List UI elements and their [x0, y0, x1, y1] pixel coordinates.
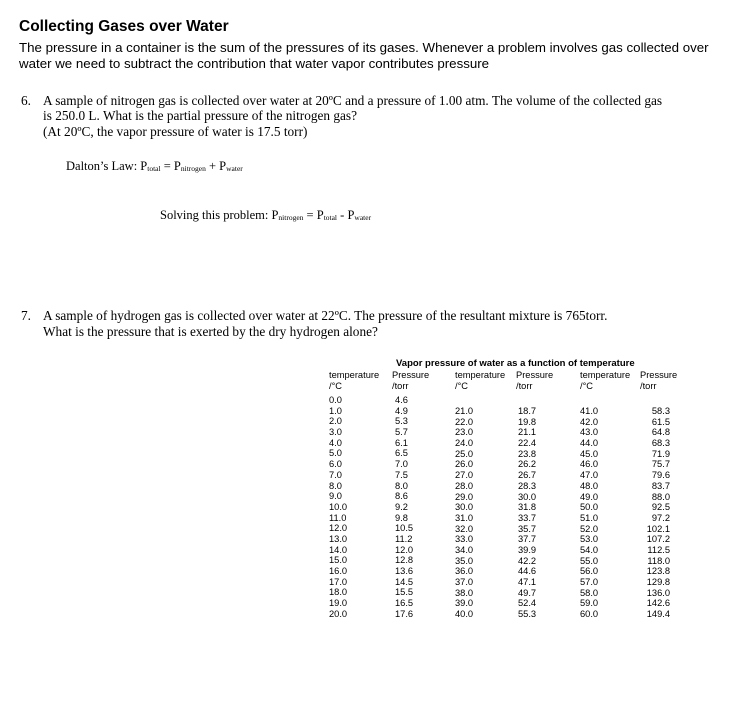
dalton-sub-nitrogen: nitrogen: [180, 164, 206, 173]
intro-paragraph: The pressure in a container is the sum of the pressures of its gases. Whenever a problem involves gas collected over water we need to subtract the contribution that water vapor contributes pressure: [19, 40, 709, 71]
solve-sub-water: water: [354, 213, 372, 222]
header-temperature-3: [580, 370, 630, 391]
temperature-cell: 27.0: [455, 470, 474, 481]
pressure-cell: 9.8: [395, 512, 408, 523]
temperature-cell: 57.0: [580, 577, 599, 587]
solve-equals: = P: [303, 208, 324, 222]
pressure-cell: 23.8: [518, 448, 537, 459]
table-caption: Vapor pressure of water as a function of temperature: [396, 358, 635, 369]
temperature-cell: 1.0: [329, 405, 342, 416]
pressure-cell: 7.5: [395, 469, 408, 480]
pressure-cell: 112.5: [647, 544, 670, 555]
temperature-cell: 13.0: [329, 533, 348, 544]
temperature-cell: 45.0: [580, 448, 599, 459]
dalton-sub-water: water: [226, 164, 243, 173]
pressure-cell: 58.3: [651, 406, 670, 416]
temperature-cell: 31.0: [455, 512, 474, 523]
temperature-cell: 20.0: [329, 608, 348, 619]
column-pressure-2: [518, 406, 536, 620]
pressure-cell: 31.8: [518, 502, 537, 513]
pressure-cell: 142.6: [646, 598, 670, 609]
temperature-cell: 4.0: [329, 437, 342, 448]
temperature-cell: 6.0: [329, 459, 342, 470]
temperature-cell: 50.0: [580, 502, 599, 513]
temperature-cell: 10.0: [329, 501, 348, 512]
header-pressure-3: [640, 370, 677, 391]
pressure-cell: 19.8: [518, 416, 537, 427]
pressure-cell: 39.9: [518, 544, 537, 555]
temperature-cell: 28.0: [455, 480, 474, 491]
header-unit: /torr: [392, 380, 409, 391]
temperature-cell: 33.0: [455, 534, 474, 545]
header-unit: /°C: [455, 380, 469, 391]
pressure-cell: 107.2: [646, 534, 670, 545]
pressure-cell: 149.4: [646, 609, 670, 620]
solve-prefix: Solving this problem: P: [160, 208, 279, 222]
temperature-cell: 18.0: [329, 587, 348, 598]
pressure-cell: 10.5: [395, 523, 414, 534]
pressure-cell: 136.0: [646, 587, 670, 598]
temperature-cell: 23.0: [455, 427, 474, 438]
pressure-cell: 30.0: [518, 491, 537, 502]
column-pressure-3: [646, 406, 670, 620]
pressure-cell: 35.7: [518, 523, 537, 534]
temperature-cell: 3.0: [329, 427, 342, 438]
temperature-cell: 54.0: [580, 544, 599, 555]
pressure-cell: 13.6: [395, 566, 414, 576]
column-temperature-1: [329, 395, 347, 619]
temperature-cell: 24.0: [455, 438, 474, 449]
pressure-cell: 6.5: [395, 448, 408, 459]
temperature-cell: 60.0: [580, 609, 599, 620]
temperature-cell: 17.0: [329, 576, 348, 587]
temperature-cell: 51.0: [580, 512, 599, 523]
temperature-cell: 46.0: [580, 459, 599, 470]
pressure-cell: 92.5: [651, 502, 670, 513]
temperature-cell: 48.0: [580, 480, 599, 491]
header-label: Pressure: [516, 370, 554, 380]
temperature-cell: 42.0: [580, 416, 599, 427]
question-7-line-2: What is the pressure that is exerted by the dry hydrogen alone?: [43, 324, 378, 339]
header-unit: /torr: [640, 380, 657, 391]
pressure-cell: 42.2: [518, 555, 537, 566]
temperature-cell: 56.0: [580, 566, 599, 577]
pressure-cell: 75.7: [651, 459, 670, 470]
temperature-cell: 49.0: [580, 491, 599, 502]
pressure-cell: 26.7: [518, 470, 537, 481]
pressure-cell: 37.7: [518, 534, 537, 545]
solve-minus: - P: [337, 208, 355, 222]
header-pressure-1: [392, 370, 429, 391]
question-6-line-2: is 250.0 L. What is the partial pressure of the nitrogen gas?: [43, 108, 357, 123]
temperature-cell: 15.0: [329, 555, 348, 566]
temperature-cell: 8.0: [329, 480, 342, 491]
temperature-cell: 44.0: [580, 438, 599, 449]
header-label: Pressure: [640, 370, 678, 380]
solving-formula: [160, 208, 371, 223]
temperature-cell: 43.0: [580, 427, 599, 438]
temperature-cell: 40.0: [455, 609, 474, 620]
temperature-cell: 55.0: [580, 555, 599, 566]
pressure-cell: 11.2: [395, 533, 413, 544]
pressure-cell: 83.7: [651, 480, 670, 491]
temperature-cell: 22.0: [455, 416, 474, 427]
pressure-cell: 8.6: [395, 491, 408, 502]
question-6-number: 6.: [21, 93, 31, 108]
temperature-cell: 32.0: [455, 523, 474, 534]
temperature-cell: 11.0: [329, 512, 347, 523]
temperature-cell: 21.0: [455, 406, 474, 416]
temperature-cell: 58.0: [580, 587, 599, 598]
temperature-cell: 34.0: [455, 544, 474, 555]
temperature-cell: 12.0: [329, 523, 348, 534]
pressure-cell: 129.8: [646, 577, 670, 587]
temperature-cell: 39.0: [455, 598, 474, 609]
temperature-cell: 7.0: [329, 469, 342, 480]
pressure-cell: 15.5: [395, 587, 414, 598]
pressure-cell: 6.1: [395, 437, 408, 448]
pressure-cell: 33.7: [518, 512, 537, 523]
header-label: temperature: [329, 370, 380, 380]
pressure-cell: 8.0: [395, 480, 408, 491]
pressure-cell: 102.1: [646, 523, 670, 534]
daltons-law-formula: [66, 159, 243, 174]
column-temperature-2: [455, 406, 473, 620]
header-label: Pressure: [392, 370, 430, 380]
temperature-cell: 52.0: [580, 523, 599, 534]
temperature-cell: 53.0: [580, 534, 599, 545]
pressure-cell: 79.6: [651, 470, 670, 481]
header-temperature-2: [455, 370, 505, 391]
pressure-cell: 52.4: [518, 598, 537, 609]
temperature-cell: 2.0: [329, 416, 342, 427]
pressure-cell: 18.7: [518, 406, 537, 416]
pressure-cell: 16.5: [395, 598, 414, 609]
pressure-cell: 26.2: [518, 459, 537, 470]
pressure-cell: 9.2: [395, 501, 408, 512]
temperature-cell: 41.0: [580, 406, 599, 416]
solve-sub-total: total: [323, 213, 338, 222]
pressure-cell: 68.3: [651, 438, 670, 449]
temperature-cell: 25.0: [455, 448, 474, 459]
pressure-cell: 55.3: [518, 609, 537, 620]
pressure-cell: 47.1: [518, 577, 537, 587]
column-temperature-3: [580, 406, 598, 620]
dalton-sub-total: total: [147, 164, 161, 173]
temperature-cell: 19.0: [329, 598, 348, 609]
temperature-cell: 9.0: [329, 491, 342, 502]
dalton-prefix: Dalton’s Law: P: [66, 159, 148, 173]
column-pressure-1: [395, 395, 413, 619]
pressure-cell: 14.5: [395, 576, 414, 587]
pressure-cell: 123.8: [646, 566, 670, 577]
temperature-cell: 0.0: [329, 395, 342, 405]
pressure-cell: 118.0: [647, 555, 670, 566]
temperature-cell: 35.0: [455, 555, 474, 566]
header-label: temperature: [455, 370, 506, 380]
pressure-cell: 49.7: [518, 587, 537, 598]
header-pressure-2: [516, 370, 553, 391]
temperature-cell: 26.0: [455, 459, 474, 470]
temperature-cell: 16.0: [329, 566, 348, 576]
question-6-line-3: (At 20ºC, the vapor pressure of water is 17.5 torr): [43, 124, 308, 139]
pressure-cell: 61.5: [651, 416, 670, 427]
question-7-number: 7.: [21, 308, 31, 323]
pressure-cell: 4.6: [395, 395, 408, 405]
pressure-cell: 44.6: [518, 566, 537, 577]
header-unit: /°C: [329, 380, 343, 391]
pressure-cell: 21.1: [518, 427, 537, 438]
question-7-line-1: A sample of hydrogen gas is collected over water at 22ºC. The pressure of the resultant mixture is 765torr.: [43, 308, 608, 323]
pressure-cell: 22.4: [518, 438, 537, 449]
temperature-cell: 38.0: [455, 587, 474, 598]
temperature-cell: 14.0: [329, 544, 348, 555]
pressure-cell: 71.9: [651, 448, 670, 459]
header-unit: /°C: [580, 380, 594, 391]
dalton-equals: = P: [160, 159, 181, 173]
pressure-cell: 12.0: [395, 544, 414, 555]
page-title: Collecting Gases over Water: [19, 18, 229, 35]
temperature-cell: 30.0: [455, 502, 474, 513]
pressure-cell: 5.3: [395, 416, 408, 427]
dalton-plus: + P: [205, 159, 227, 173]
header-label: temperature: [580, 370, 631, 380]
solve-sub-nitrogen: nitrogen: [278, 213, 304, 222]
pressure-cell: 64.8: [651, 427, 670, 438]
pressure-cell: 17.6: [395, 608, 414, 619]
temperature-cell: 5.0: [329, 448, 342, 459]
question-6-line-1: A sample of nitrogen gas is collected over water at 20ºC and a pressure of 1.00 atm. The volume of the collected gas: [43, 93, 663, 108]
pressure-cell: 88.0: [651, 491, 670, 502]
pressure-cell: 97.2: [651, 512, 670, 523]
header-unit: /torr: [516, 380, 533, 391]
pressure-cell: 5.7: [395, 427, 408, 438]
temperature-cell: 29.0: [455, 491, 474, 502]
pressure-cell: 28.3: [518, 480, 537, 491]
header-temperature-1: [329, 370, 379, 391]
temperature-cell: 36.0: [455, 566, 474, 577]
pressure-cell: 12.8: [395, 555, 414, 566]
pressure-cell: 7.0: [395, 459, 408, 470]
temperature-cell: 47.0: [580, 470, 599, 481]
pressure-cell: 4.9: [395, 405, 408, 416]
temperature-cell: 37.0: [455, 577, 474, 587]
temperature-cell: 59.0: [580, 598, 599, 609]
